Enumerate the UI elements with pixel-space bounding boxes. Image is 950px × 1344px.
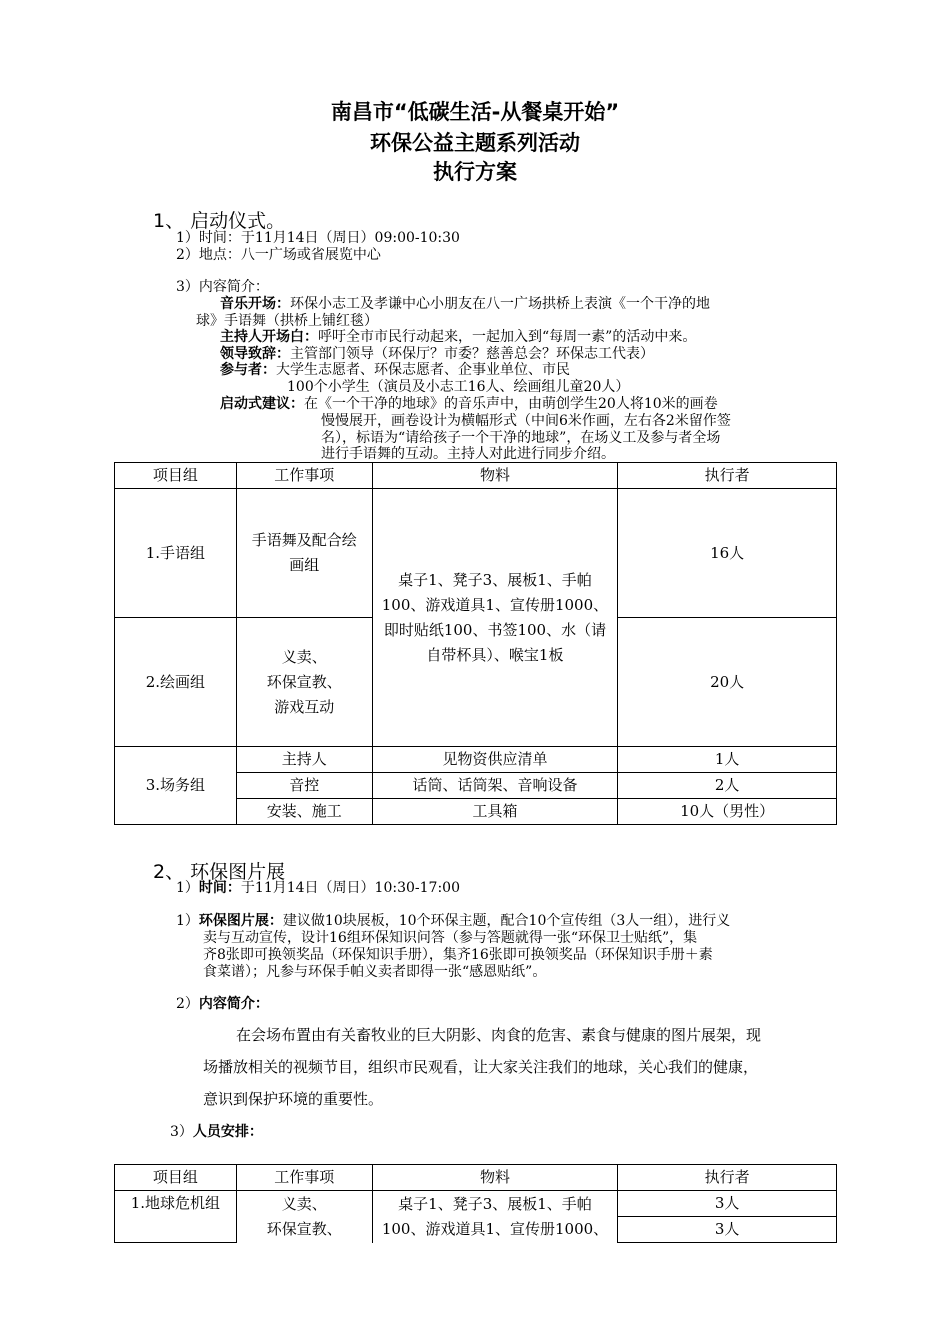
title-line2: 环保公益主题系列活动	[370, 131, 580, 155]
task-line: 义卖、	[281, 1194, 327, 1213]
s2-time-num: 1）	[176, 880, 199, 896]
s2-content-num: 2）	[176, 996, 199, 1012]
s1-leader	[220, 346, 654, 363]
s2-content-text-1: 在会场布置由有关畜牧业的巨大阴影、肉食的危害、素食与健康的图片展架，现	[236, 1026, 762, 1044]
table-header-row	[115, 463, 837, 489]
task-line: 环保宣教、	[266, 672, 342, 691]
material-cell: 见物资供应清单	[372, 747, 618, 773]
table-activity-groups	[114, 462, 837, 825]
s1-participants-label: 参与者：	[220, 362, 276, 378]
s1-suggest-text-2: 慢慢展开，画卷设计为横幅形式（中间6米作画，左右各2米留作签	[321, 413, 731, 429]
material-line: 100、游戏道具1、宣传册1000、	[381, 1219, 609, 1238]
task-cell: 安装、施工	[236, 799, 372, 825]
people-cell: 16人	[618, 489, 837, 618]
s2-exhibit	[176, 913, 730, 930]
material-line: 100、游戏道具1、宣传册1000、	[381, 595, 609, 614]
header-cell: 物料	[372, 1165, 618, 1191]
s1-host-text: 呼吁全市市民行动起来，一起加入到“每周一素”的活动中来。	[318, 329, 697, 345]
s1-time: 1）时间：于11月14日（周日）09:00-10:30	[176, 230, 460, 246]
material-cell: 工具箱	[372, 799, 618, 825]
task-cell	[236, 489, 372, 618]
table-row	[115, 747, 837, 773]
header-cell: 项目组	[115, 463, 237, 489]
s2-content-text-3: 意识到保护环境的重要性。	[203, 1090, 384, 1108]
s2-exhibit-text-3: 齐8张即可换领奖品（环保知识手册），集齐16张即可换领奖品（环保知识手册＋素	[203, 947, 713, 963]
people-cell: 2人	[618, 773, 837, 799]
task-line: 画组	[289, 556, 320, 574]
section1-heading: 1、 启动仪式。	[153, 210, 286, 232]
s2-content-text-2: 场播放相关的视频节目，组织市民观看，让大家关注我们的地球，关心我们的健康，	[203, 1058, 759, 1076]
people-cell: 10人（男性）	[618, 799, 837, 825]
task-cell	[236, 1191, 372, 1243]
s1-leader-text: 主管部门领导（环保厅？市委？慈善总会？环保志工代表）	[290, 346, 654, 362]
s1-suggest	[220, 396, 718, 413]
s2-staff	[170, 1124, 263, 1141]
s1-intro-label: 3）内容简介：	[176, 279, 269, 295]
group-name: 2.绘画组	[115, 618, 237, 747]
s1-suggest-label: 启动式建议：	[220, 396, 304, 412]
s2-exhibit-text-4: 食菜谱）；凡参与环保手帕义卖者即得一张“感恩贴纸”。	[203, 964, 547, 980]
s1-music-text-2: 球》手语舞（拱桥上铺红毯）	[196, 313, 378, 329]
s1-suggest-text: 在《一个干净的地球》的音乐声中，由萌创学生20人将10米的画卷	[304, 396, 718, 412]
table-row	[115, 489, 837, 618]
task-line: 环保宣教、	[266, 1219, 342, 1238]
s2-content	[176, 996, 269, 1013]
header-cell: 工作事项	[236, 463, 372, 489]
s2-time	[176, 880, 460, 897]
people-cell: 1人	[618, 747, 837, 773]
material-cell	[372, 1191, 618, 1243]
s1-music	[220, 296, 710, 313]
s2-time-text: 于11月14日（周日）10:30-17:00	[240, 880, 460, 896]
task-cell: 音控	[236, 773, 372, 799]
material-line: 自带杯具）、喉宝1板	[426, 645, 564, 664]
task-line: 游戏互动	[274, 697, 335, 716]
section2-heading: 2、 环保图片展	[153, 861, 286, 883]
s1-participants	[220, 362, 570, 379]
s2-exhibit-text-2: 卖与互动宣传，设计16组环保知识问答（参与答题就得一张“环保卫士贴纸”，集	[203, 930, 698, 946]
s2-staff-label: 人员安排：	[192, 1124, 263, 1140]
people-cell: 20人	[618, 618, 837, 747]
group-name: 1.地球危机组	[115, 1191, 237, 1243]
s1-music-label: 音乐开场：	[220, 296, 290, 312]
table-header-row	[115, 1165, 837, 1191]
table-row	[115, 1191, 837, 1217]
s2-exhibit-num: 1）	[176, 913, 199, 929]
s1-place: 2）地点：八一广场或省展览中心	[176, 247, 381, 263]
table-staff-groups	[114, 1164, 837, 1243]
header-cell: 执行者	[618, 1165, 837, 1191]
task-cell	[236, 618, 372, 747]
s1-participants-text: 大学生志愿者、环保志愿者、企事业单位、市民	[276, 362, 570, 378]
header-cell: 项目组	[115, 1165, 237, 1191]
title-line3: 执行方案	[433, 160, 517, 184]
header-cell: 执行者	[618, 463, 837, 489]
s1-participants-text-2: 100个小学生（演员及小志工16人、绘画组儿童20人）	[287, 379, 630, 395]
s1-music-text: 环保小志工及孝谦中心小朋友在八一广场拱桥上表演《一个干净的地	[290, 296, 710, 312]
material-line: 即时贴纸100、书签100、水（请	[383, 620, 607, 639]
group-name: 1.手语组	[115, 489, 237, 618]
s2-staff-num: 3）	[170, 1124, 193, 1140]
s2-exhibit-text: 建议做10块展板，10个环保主题，配合10个宣传组（3人一组），进行义	[282, 913, 731, 929]
s2-content-label: 内容简介：	[198, 996, 269, 1012]
people-cell: 3人	[618, 1191, 837, 1217]
material-line: 桌子1、凳子3、展板1、手帕	[398, 1194, 592, 1213]
s1-suggest-text-4: 进行手语舞的互动。主持人对此进行同步介绍。	[321, 446, 615, 462]
s1-host-label: 主持人开场白：	[220, 329, 318, 345]
people-cell: 3人	[618, 1217, 837, 1243]
header-cell: 工作事项	[236, 1165, 372, 1191]
task-line: 手语舞及配合绘	[251, 531, 357, 549]
task-line: 义卖、	[281, 647, 327, 666]
material-cell	[372, 489, 618, 747]
title-line1: 南昌市“低碳生活-从餐桌开始”	[330, 100, 620, 124]
header-cell: 物料	[372, 463, 618, 489]
s1-suggest-text-3: 名），标语为“请给孩子一个干净的地球”，在场义工及参与者全场	[321, 430, 721, 446]
s1-leader-label: 领导致辞：	[220, 346, 290, 362]
s1-host	[220, 329, 696, 346]
group-name: 3.场务组	[115, 747, 237, 825]
s2-time-label: 时间：	[198, 880, 241, 896]
material-cell: 话筒、话筒架、音响设备	[372, 773, 618, 799]
s2-exhibit-label: 环保图片展：	[198, 913, 283, 929]
task-cell: 主持人	[236, 747, 372, 773]
material-line: 桌子1、凳子3、展板1、手帕	[398, 570, 592, 589]
